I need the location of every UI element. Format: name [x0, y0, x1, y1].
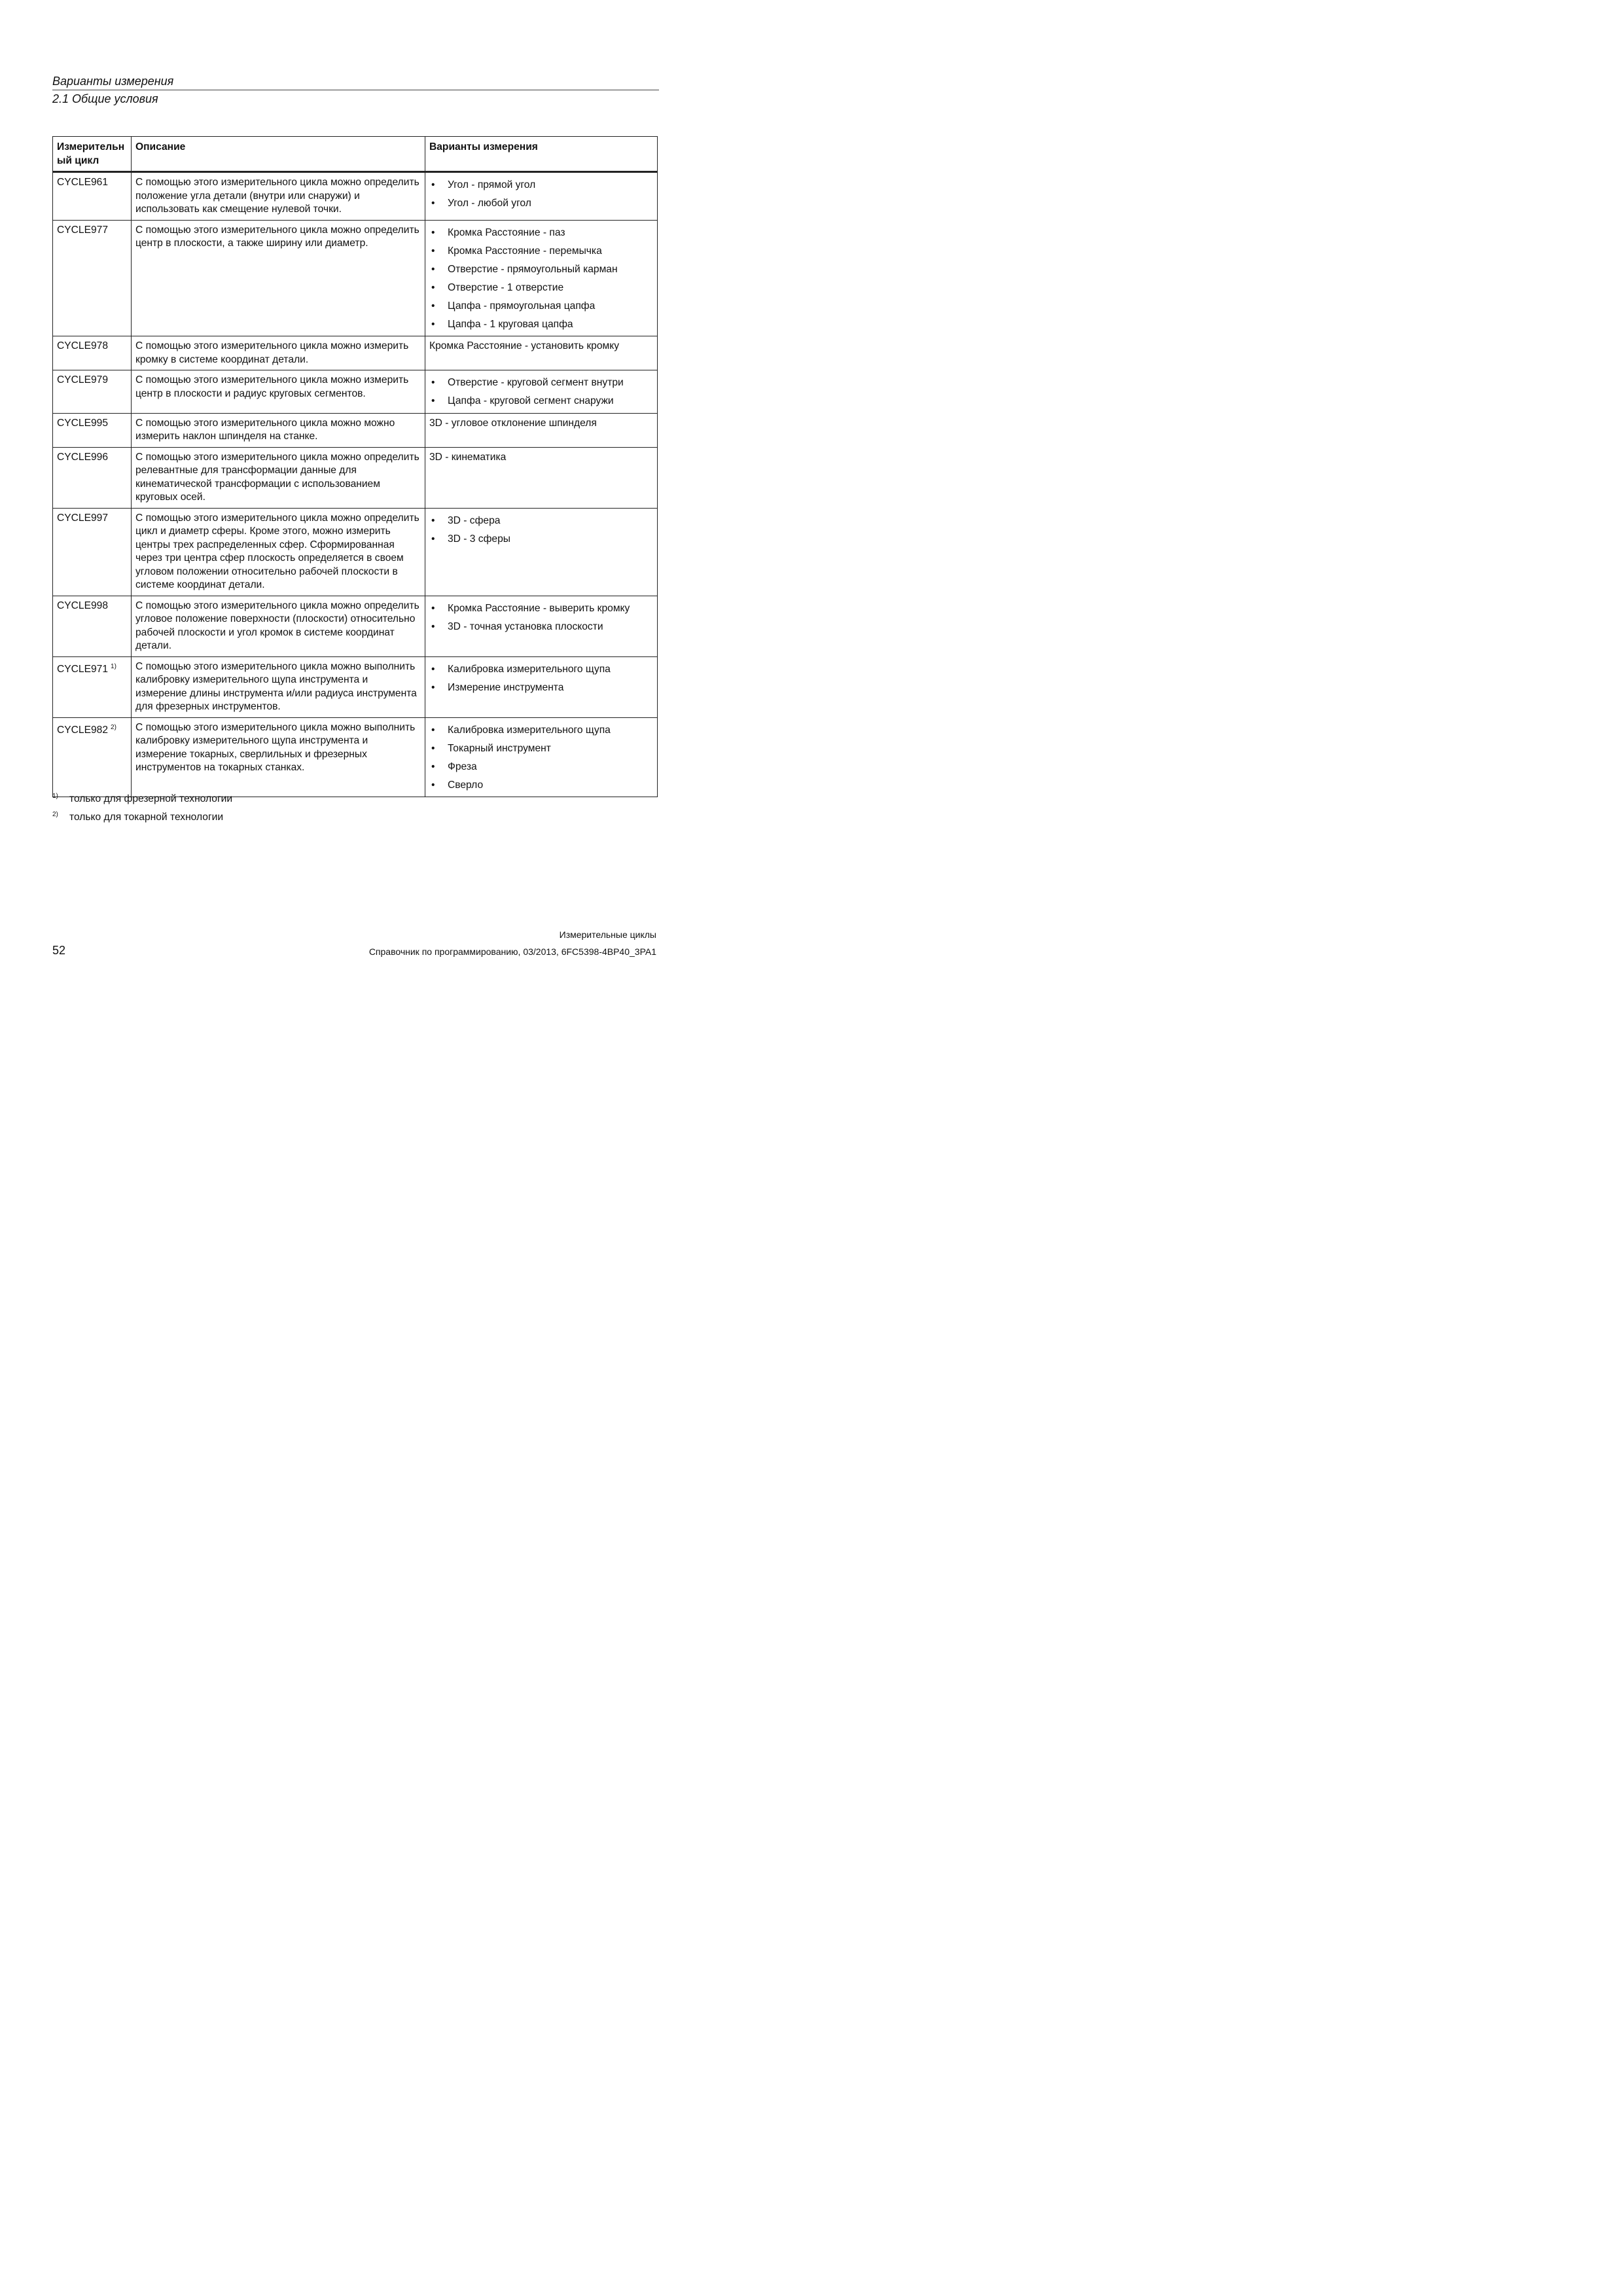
variant-text: 3D - точная установка плоскости: [448, 620, 603, 632]
table-header-row: [53, 137, 658, 172]
cycle-name: CYCLE982: [57, 724, 109, 736]
variant-item: [429, 197, 653, 211]
description-cell: С помощью этого измерительного цикла можно определить положение угла детали (внутри или снаружи) и использовать как смещение нулевой точки.: [132, 172, 425, 221]
variants-cell: [425, 508, 658, 596]
footnote-mark: 2): [52, 811, 58, 818]
variant-text: Калибровка измерительного щупа: [448, 663, 611, 675]
cycle-cell: [53, 172, 132, 221]
variant-item: [429, 226, 653, 240]
cycle-name: CYCLE995: [57, 417, 109, 429]
bullet-icon: •: [431, 681, 435, 693]
bullet-icon: •: [431, 620, 435, 632]
variant-item: [429, 281, 653, 295]
variants-cell: [425, 370, 658, 414]
chapter-title: Варианты измерения: [52, 75, 174, 88]
cycle-cell: [53, 656, 132, 717]
variants-cell: [425, 172, 658, 221]
table-row: [53, 413, 658, 447]
footnote-text: только для фрезерной технологии: [69, 793, 233, 804]
variant-text: Сверло: [448, 779, 484, 791]
description-cell: С помощью этого измерительного цикла можно можно измерить наклон шпинделя на станке.: [132, 413, 425, 447]
variants-list: [429, 602, 653, 634]
bullet-icon: •: [431, 281, 435, 293]
column-header-variants: Варианты измерения: [425, 137, 658, 172]
table-row: [53, 656, 658, 717]
cycle-cell: [53, 508, 132, 596]
cycle-cell: [53, 596, 132, 656]
table-row: [53, 370, 658, 414]
variant-text: 3D - сфера: [448, 514, 501, 526]
variant-item: [429, 318, 653, 332]
bullet-icon: •: [431, 198, 435, 209]
variants-cell: [425, 220, 658, 336]
variants-cell: [425, 336, 658, 370]
variant-item: [429, 620, 653, 634]
footnote-text: только для токарной технологии: [69, 812, 224, 823]
footer-doc-reference: Справочник по программированию, 03/2013, 6FC5398-4BP40_3PA1: [368, 946, 656, 957]
variant-text: Отверстие - прямоугольный карман: [448, 263, 618, 275]
variant-text: Фреза: [448, 761, 477, 772]
bullet-icon: •: [431, 300, 435, 312]
variant-text: Угол - любой угол: [448, 198, 531, 209]
cycle-name: CYCLE979: [57, 374, 109, 386]
variant-text: Измерение инструмента: [448, 681, 564, 693]
table-row: [53, 220, 658, 336]
variant-item: [429, 245, 653, 259]
variant-item: [429, 179, 653, 192]
cycle-cell: [53, 220, 132, 336]
variants-list: [429, 514, 653, 547]
bullet-icon: •: [431, 514, 435, 526]
table-row: [53, 172, 658, 221]
variant-item: [429, 742, 653, 756]
variants-list: [429, 724, 653, 793]
variant-item: [429, 533, 653, 547]
variants-cell: [425, 596, 658, 656]
variant-item: [429, 724, 653, 738]
section-title: 2.1 Общие условия: [52, 92, 158, 105]
variant-text: 3D - кинематика: [429, 451, 507, 463]
variant-text: 3D - 3 сферы: [448, 533, 510, 545]
bullet-icon: •: [431, 742, 435, 754]
variant-text: 3D - угловое отклонение шпинделя: [429, 417, 597, 429]
variants-cell: [425, 447, 658, 508]
variant-text: Кромка Расстояние - перемычка: [448, 245, 602, 257]
variant-text: Цапфа - прямоугольная цапфа: [448, 300, 596, 312]
variant-item: [429, 376, 653, 390]
variants-cell: [425, 656, 658, 717]
measuring-cycles-table: [52, 136, 658, 797]
cycle-cell: [53, 413, 132, 447]
description-cell: С помощью этого измерительного цикла можно определить цикл и диаметр сферы. Кроме этого, можно измерить центры трех распределенных сфер. Сформированная через три центра сфер плоскость определяется в своем угловом положении относительно рабочей плоскости в системе координат детали.: [132, 508, 425, 596]
bullet-icon: •: [431, 724, 435, 736]
description-cell: С помощью этого измерительного цикла можно определить центр в плоскости, а также ширину или диаметр.: [132, 220, 425, 336]
variants-cell: [425, 717, 658, 797]
cycle-cell: [53, 370, 132, 414]
column-header-description: Описание: [132, 137, 425, 172]
variant-item: [429, 395, 653, 408]
bullet-icon: •: [431, 602, 435, 614]
bullet-icon: •: [431, 179, 435, 190]
table-row: [53, 596, 658, 656]
description-cell: С помощью этого измерительного цикла можно выполнить калибровку измерительного щупа инструмента и измерение длины инструмента и/или радиуса инструмента для фрезерных инструментов.: [132, 656, 425, 717]
table-row: [53, 508, 658, 596]
table-row: [53, 717, 658, 797]
bullet-icon: •: [431, 663, 435, 675]
description-cell: С помощью этого измерительного цикла можно измерить кромку в системе координат детали.: [132, 336, 425, 370]
variant-text: Кромка Расстояние - паз: [448, 226, 565, 238]
bullet-icon: •: [431, 761, 435, 772]
description-cell: С помощью этого измерительного цикла можно определить релевантные для трансформации данные для кинематической трансформации с использованием круговых осей.: [132, 447, 425, 508]
bullet-icon: •: [431, 263, 435, 275]
description-cell: С помощью этого измерительного цикла можно выполнить калибровку измерительного щупа инструмента и измерение токарных, сверлильных и фрезерных инструментов на токарных станках.: [132, 717, 425, 797]
variants-list: [429, 376, 653, 408]
cycle-cell: [53, 447, 132, 508]
variant-item: [429, 602, 653, 616]
variants-cell: [425, 413, 658, 447]
description-cell: С помощью этого измерительного цикла можно измерить центр в плоскости и радиус круговых сегментов.: [132, 370, 425, 414]
variant-text: Калибровка измерительного щупа: [448, 724, 611, 736]
variant-item: [429, 779, 653, 793]
variant-item: [429, 514, 653, 528]
cycle-name: CYCLE977: [57, 224, 109, 236]
bullet-icon: •: [431, 245, 435, 257]
bullet-icon: •: [431, 318, 435, 330]
footnote-reference: 2): [111, 723, 116, 731]
footer-book-title: Измерительные циклы: [559, 929, 656, 940]
variant-text: Цапфа - 1 круговая цапфа: [448, 318, 573, 330]
cycle-cell: [53, 336, 132, 370]
bullet-icon: •: [431, 226, 435, 238]
cycle-cell: [53, 717, 132, 797]
cycle-name: CYCLE978: [57, 340, 109, 351]
variant-text: Отверстие - круговой сегмент внутри: [448, 377, 624, 388]
cycle-name: CYCLE998: [57, 600, 109, 611]
variant-text: Кромка Расстояние - выверить кромку: [448, 602, 630, 614]
variants-list: [429, 226, 653, 332]
footnote-reference: 1): [111, 662, 116, 670]
variant-text: Отверстие - 1 отверстие: [448, 281, 564, 293]
bullet-icon: •: [431, 779, 435, 791]
variants-list: [429, 663, 653, 695]
table-row: [53, 336, 658, 370]
cycle-name: CYCLE961: [57, 177, 109, 188]
footnote-mark: 1): [52, 793, 58, 800]
variant-item: [429, 300, 653, 314]
variants-list: [429, 179, 653, 211]
cycle-name: CYCLE971: [57, 663, 109, 675]
table-row: [53, 447, 658, 508]
variant-item: [429, 761, 653, 774]
variant-item: [429, 681, 653, 695]
variant-text: Кромка Расстояние - установить кромку: [429, 340, 620, 351]
column-header-cycle: Измерительн ый цикл: [53, 137, 132, 172]
variant-text: Цапфа - круговой сегмент снаружи: [448, 395, 614, 406]
cycle-name: CYCLE997: [57, 512, 109, 524]
variant-item: [429, 663, 653, 677]
cycle-name: CYCLE996: [57, 451, 109, 463]
page-number: 52: [52, 944, 66, 957]
description-cell: С помощью этого измерительного цикла можно определить угловое положение поверхности (плоскости) относительно рабочей плоскости и угол кромок в системе координат детали.: [132, 596, 425, 656]
bullet-icon: •: [431, 395, 435, 406]
variant-text: Угол - прямой угол: [448, 179, 536, 190]
bullet-icon: •: [431, 533, 435, 545]
variant-item: [429, 263, 653, 277]
variant-text: Токарный инструмент: [448, 742, 551, 754]
bullet-icon: •: [431, 377, 435, 388]
